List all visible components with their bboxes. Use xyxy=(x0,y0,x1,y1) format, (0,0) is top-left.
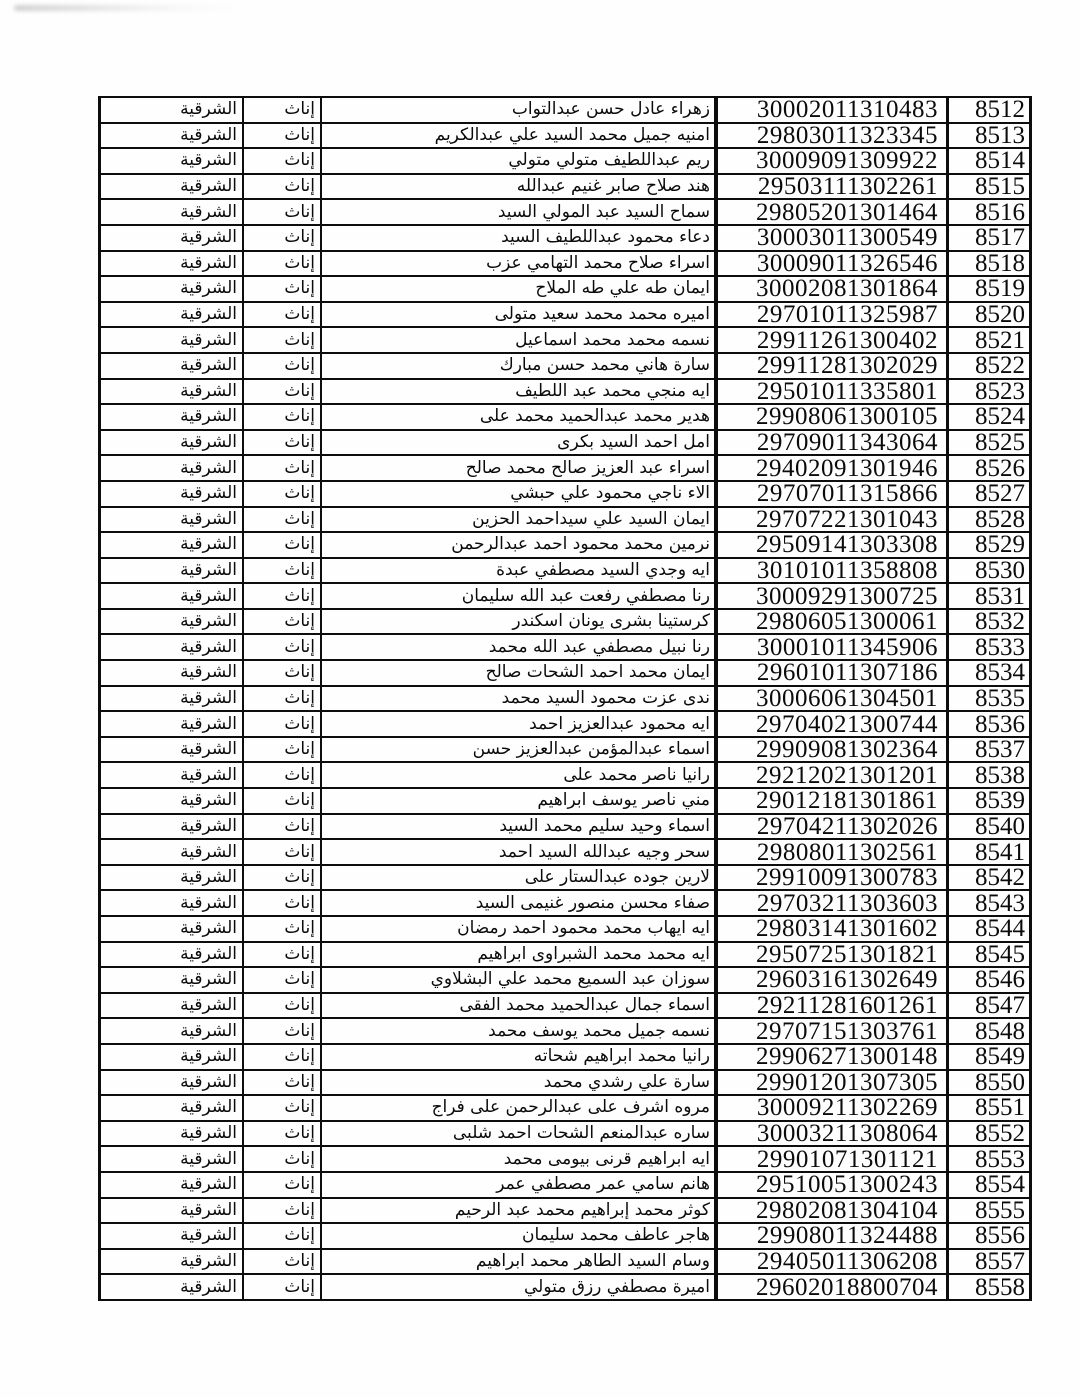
governorate-cell: الشرقية xyxy=(100,558,244,584)
serial-cell: 8550 xyxy=(948,1070,1031,1096)
gender-cell: إناث xyxy=(243,404,321,430)
serial-cell: 8547 xyxy=(948,993,1031,1019)
serial-cell: 8518 xyxy=(948,251,1031,277)
national-id-cell: 29704211302026 xyxy=(716,814,948,840)
national-id-cell: 29803141301602 xyxy=(716,916,948,942)
table-row xyxy=(100,583,1031,609)
table-row xyxy=(100,1223,1031,1249)
serial-cell: 8546 xyxy=(948,967,1031,993)
scan-artifact-smudge xyxy=(14,5,244,11)
table-row xyxy=(100,1249,1031,1275)
serial-cell: 8522 xyxy=(948,353,1031,379)
table-row xyxy=(100,532,1031,558)
gender-cell: إناث xyxy=(243,711,321,737)
national-id-cell: 29501011335801 xyxy=(716,379,948,405)
governorate-cell: الشرقية xyxy=(100,967,244,993)
name-cell: ايه وجدي السيد مصطفي عبدة xyxy=(321,558,716,584)
gender-cell: إناث xyxy=(243,634,321,660)
table-row xyxy=(100,174,1031,200)
governorate-cell: الشرقية xyxy=(100,379,244,405)
governorate-cell: الشرقية xyxy=(100,251,244,277)
national-id-cell: 30002011310483 xyxy=(716,97,948,123)
governorate-cell: الشرقية xyxy=(100,1044,244,1070)
gender-cell: إناث xyxy=(243,174,321,200)
national-id-cell: 29908061300105 xyxy=(716,404,948,430)
name-cell: اسراء عبد العزيز صالح محمد صالح xyxy=(321,455,716,481)
name-cell: دعاء محمود عبداللطيف السيد xyxy=(321,225,716,251)
gender-cell: إناث xyxy=(243,1121,321,1147)
national-id-cell: 29707221301043 xyxy=(716,507,948,533)
serial-cell: 8556 xyxy=(948,1223,1031,1249)
national-id-cell: 29603161302649 xyxy=(716,967,948,993)
national-id-cell: 29805201301464 xyxy=(716,199,948,225)
name-cell: زهراء عادل حسن عبدالتواب xyxy=(321,97,716,123)
governorate-cell: الشرقية xyxy=(100,865,244,891)
name-cell: ايه محمد محمد الشبراوى ابراهيم xyxy=(321,942,716,968)
serial-cell: 8513 xyxy=(948,123,1031,149)
name-cell: سارة هاني محمد حسن مبارك xyxy=(321,353,716,379)
national-id-cell: 29701011325987 xyxy=(716,302,948,328)
governorate-cell: الشرقية xyxy=(100,737,244,763)
serial-cell: 8528 xyxy=(948,507,1031,533)
name-cell: سوزان عبد السميع محمد علي البشلاوي xyxy=(321,967,716,993)
table-row xyxy=(100,839,1031,865)
table-row xyxy=(100,660,1031,686)
name-cell: ايه منجي محمد عبد اللطيف xyxy=(321,379,716,405)
serial-cell: 8549 xyxy=(948,1044,1031,1070)
governorate-cell: الشرقية xyxy=(100,532,244,558)
governorate-cell: الشرقية xyxy=(100,430,244,456)
table-row xyxy=(100,609,1031,635)
governorate-cell: الشرقية xyxy=(100,1146,244,1172)
serial-cell: 8541 xyxy=(948,839,1031,865)
table-row xyxy=(100,916,1031,942)
gender-cell: إناث xyxy=(243,1198,321,1224)
serial-cell: 8554 xyxy=(948,1172,1031,1198)
governorate-cell: الشرقية xyxy=(100,1095,244,1121)
table-row xyxy=(100,1146,1031,1172)
gender-cell: إناث xyxy=(243,199,321,225)
name-cell: ايمان طه علي طه الملاح xyxy=(321,276,716,302)
national-id-cell: 29503111302261 xyxy=(716,174,948,200)
name-cell: اسماء وحيد سليم محمد السيد xyxy=(321,814,716,840)
national-id-cell: 29211281601261 xyxy=(716,993,948,1019)
gender-cell: إناث xyxy=(243,353,321,379)
table-row xyxy=(100,353,1031,379)
serial-cell: 8512 xyxy=(948,97,1031,123)
name-cell: لارين جوده عبدالستار على xyxy=(321,865,716,891)
governorate-cell: الشرقية xyxy=(100,1249,244,1275)
table-row xyxy=(100,225,1031,251)
governorate-cell: الشرقية xyxy=(100,788,244,814)
national-id-cell: 30009011326546 xyxy=(716,251,948,277)
governorate-cell: الشرقية xyxy=(100,225,244,251)
governorate-cell: الشرقية xyxy=(100,686,244,712)
gender-cell: إناث xyxy=(243,762,321,788)
serial-cell: 8519 xyxy=(948,276,1031,302)
name-cell: ندى عزت محمود السيد محمد xyxy=(321,686,716,712)
national-id-cell: 29707151303761 xyxy=(716,1018,948,1044)
name-cell: ايه محمود عبدالعزيز احمد xyxy=(321,711,716,737)
governorate-cell: الشرقية xyxy=(100,455,244,481)
table-row xyxy=(100,276,1031,302)
governorate-cell: الشرقية xyxy=(100,148,244,174)
serial-cell: 8535 xyxy=(948,686,1031,712)
serial-cell: 8545 xyxy=(948,942,1031,968)
name-cell: نرمين محمد محمود احمد عبدالرحمن xyxy=(321,532,716,558)
gender-cell: إناث xyxy=(243,1274,321,1300)
roster-table-body xyxy=(100,97,1031,1300)
name-cell: نسمه جميل محمد يوسف محمد xyxy=(321,1018,716,1044)
governorate-cell: الشرقية xyxy=(100,1223,244,1249)
gender-cell: إناث xyxy=(243,302,321,328)
name-cell: اميره محمد محمد سعيد متولى xyxy=(321,302,716,328)
serial-cell: 8516 xyxy=(948,199,1031,225)
name-cell: ساره عبدالمنعم الشحات احمد شلبى xyxy=(321,1121,716,1147)
national-id-cell: 29212021301201 xyxy=(716,762,948,788)
table-row xyxy=(100,404,1031,430)
table-row xyxy=(100,1070,1031,1096)
national-id-cell: 29909081302364 xyxy=(716,737,948,763)
table-row xyxy=(100,327,1031,353)
table-row xyxy=(100,711,1031,737)
name-cell: اسماء عبدالمؤمن عبدالعزيز حسن xyxy=(321,737,716,763)
national-id-cell: 30003011300549 xyxy=(716,225,948,251)
gender-cell: إناث xyxy=(243,532,321,558)
table-row xyxy=(100,788,1031,814)
governorate-cell: الشرقية xyxy=(100,1018,244,1044)
serial-cell: 8544 xyxy=(948,916,1031,942)
name-cell: هانم سامي عمر مصطفي عمر xyxy=(321,1172,716,1198)
national-id-cell: 29510051300243 xyxy=(716,1172,948,1198)
serial-cell: 8524 xyxy=(948,404,1031,430)
gender-cell: إناث xyxy=(243,916,321,942)
national-id-cell: 30009091309922 xyxy=(716,148,948,174)
gender-cell: إناث xyxy=(243,583,321,609)
governorate-cell: الشرقية xyxy=(100,1172,244,1198)
name-cell: رنا نبيل مصطفي عبد الله محمد xyxy=(321,634,716,660)
governorate-cell: الشرقية xyxy=(100,481,244,507)
national-id-cell: 30009291300725 xyxy=(716,583,948,609)
name-cell: مني ناصر يوسف ابراهيم xyxy=(321,788,716,814)
gender-cell: إناث xyxy=(243,993,321,1019)
table-row xyxy=(100,814,1031,840)
serial-cell: 8527 xyxy=(948,481,1031,507)
governorate-cell: الشرقية xyxy=(100,276,244,302)
name-cell: ايه ابراهيم قرنى بيومى محمد xyxy=(321,1146,716,1172)
name-cell: سارة علي رشدي محمد xyxy=(321,1070,716,1096)
table-row xyxy=(100,430,1031,456)
name-cell: هند صلاح صابر غنيم عبدالله xyxy=(321,174,716,200)
table-row xyxy=(100,148,1031,174)
serial-cell: 8533 xyxy=(948,634,1031,660)
serial-cell: 8542 xyxy=(948,865,1031,891)
table-row xyxy=(100,1095,1031,1121)
national-id-cell: 29802081304104 xyxy=(716,1198,948,1224)
name-cell: امل احمد السيد بكرى xyxy=(321,430,716,456)
table-row xyxy=(100,1121,1031,1147)
national-id-cell: 29601011307186 xyxy=(716,660,948,686)
name-cell: امنيه جميل محمد السيد علي عبدالكريم xyxy=(321,123,716,149)
gender-cell: إناث xyxy=(243,942,321,968)
name-cell: اسراء صلاح محمد التهامي عزب xyxy=(321,251,716,277)
gender-cell: إناث xyxy=(243,481,321,507)
gender-cell: إناث xyxy=(243,1172,321,1198)
name-cell: كوثر محمد إبراهيم محمد عبد الرحيم xyxy=(321,1198,716,1224)
gender-cell: إناث xyxy=(243,225,321,251)
national-id-cell: 29908011324488 xyxy=(716,1223,948,1249)
serial-cell: 8530 xyxy=(948,558,1031,584)
governorate-cell: الشرقية xyxy=(100,97,244,123)
serial-cell: 8552 xyxy=(948,1121,1031,1147)
table-row xyxy=(100,1198,1031,1224)
governorate-cell: الشرقية xyxy=(100,942,244,968)
gender-cell: إناث xyxy=(243,1018,321,1044)
serial-cell: 8526 xyxy=(948,455,1031,481)
gender-cell: إناث xyxy=(243,814,321,840)
national-id-cell: 29509141303308 xyxy=(716,532,948,558)
national-id-cell: 29602018800704 xyxy=(716,1274,948,1300)
name-cell: مروه اشرف على عبدالرحمن على فراج xyxy=(321,1095,716,1121)
serial-cell: 8532 xyxy=(948,609,1031,635)
national-id-cell: 29405011306208 xyxy=(716,1249,948,1275)
table-row xyxy=(100,1044,1031,1070)
serial-cell: 8534 xyxy=(948,660,1031,686)
governorate-cell: الشرقية xyxy=(100,174,244,200)
name-cell: ريم عبداللطيف متولي متولي xyxy=(321,148,716,174)
serial-cell: 8548 xyxy=(948,1018,1031,1044)
national-id-cell: 29901201307305 xyxy=(716,1070,948,1096)
serial-cell: 8525 xyxy=(948,430,1031,456)
table-row xyxy=(100,890,1031,916)
table-row xyxy=(100,865,1031,891)
table-row xyxy=(100,455,1031,481)
national-id-cell: 29906271300148 xyxy=(716,1044,948,1070)
national-id-cell: 29808011302561 xyxy=(716,839,948,865)
governorate-cell: الشرقية xyxy=(100,762,244,788)
national-id-cell: 30003211308064 xyxy=(716,1121,948,1147)
gender-cell: إناث xyxy=(243,379,321,405)
national-id-cell: 30006061304501 xyxy=(716,686,948,712)
table-row xyxy=(100,686,1031,712)
name-cell: نسمه محمد محمد اسماعيل xyxy=(321,327,716,353)
governorate-cell: الشرقية xyxy=(100,1070,244,1096)
national-id-cell: 29012181301861 xyxy=(716,788,948,814)
name-cell: كرستينا بشرى يونان اسكندر xyxy=(321,609,716,635)
serial-cell: 8515 xyxy=(948,174,1031,200)
serial-cell: 8557 xyxy=(948,1249,1031,1275)
serial-cell: 8531 xyxy=(948,583,1031,609)
national-id-cell: 29911281302029 xyxy=(716,353,948,379)
gender-cell: إناث xyxy=(243,430,321,456)
national-id-cell: 30002081301864 xyxy=(716,276,948,302)
name-cell: ايه ايهاب محمد محمود احمد رمضان xyxy=(321,916,716,942)
governorate-cell: الشرقية xyxy=(100,123,244,149)
governorate-cell: الشرقية xyxy=(100,507,244,533)
table-row xyxy=(100,967,1031,993)
gender-cell: إناث xyxy=(243,276,321,302)
national-id-cell: 29803011323345 xyxy=(716,123,948,149)
roster-table xyxy=(98,96,1032,1301)
table-row xyxy=(100,302,1031,328)
governorate-cell: الشرقية xyxy=(100,1121,244,1147)
name-cell: سحر وجيه عبدالله السيد احمد xyxy=(321,839,716,865)
serial-cell: 8536 xyxy=(948,711,1031,737)
name-cell: رانيا ناصر محمد على xyxy=(321,762,716,788)
governorate-cell: الشرقية xyxy=(100,404,244,430)
gender-cell: إناث xyxy=(243,1095,321,1121)
gender-cell: إناث xyxy=(243,455,321,481)
gender-cell: إناث xyxy=(243,839,321,865)
serial-cell: 8520 xyxy=(948,302,1031,328)
governorate-cell: الشرقية xyxy=(100,609,244,635)
gender-cell: إناث xyxy=(243,1146,321,1172)
table-row xyxy=(100,737,1031,763)
serial-cell: 8537 xyxy=(948,737,1031,763)
gender-cell: إناث xyxy=(243,890,321,916)
table-row xyxy=(100,251,1031,277)
gender-cell: إناث xyxy=(243,737,321,763)
governorate-cell: الشرقية xyxy=(100,353,244,379)
governorate-cell: الشرقية xyxy=(100,839,244,865)
serial-cell: 8540 xyxy=(948,814,1031,840)
gender-cell: إناث xyxy=(243,148,321,174)
serial-cell: 8529 xyxy=(948,532,1031,558)
name-cell: ايمان محمد احمد الشحات صالح xyxy=(321,660,716,686)
name-cell: رانيا محمد ابراهيم شحاته xyxy=(321,1044,716,1070)
gender-cell: إناث xyxy=(243,1223,321,1249)
governorate-cell: الشرقية xyxy=(100,916,244,942)
national-id-cell: 30101011358808 xyxy=(716,558,948,584)
governorate-cell: الشرقية xyxy=(100,302,244,328)
gender-cell: إناث xyxy=(243,97,321,123)
table-row xyxy=(100,123,1031,149)
gender-cell: إناث xyxy=(243,558,321,584)
national-id-cell: 29707011315866 xyxy=(716,481,948,507)
gender-cell: إناث xyxy=(243,609,321,635)
governorate-cell: الشرقية xyxy=(100,993,244,1019)
gender-cell: إناث xyxy=(243,327,321,353)
table-row xyxy=(100,762,1031,788)
table-row xyxy=(100,1172,1031,1198)
gender-cell: إناث xyxy=(243,686,321,712)
name-cell: ايمان السيد علي سيداحمد الحزين xyxy=(321,507,716,533)
national-id-cell: 29806051300061 xyxy=(716,609,948,635)
national-id-cell: 29402091301946 xyxy=(716,455,948,481)
serial-cell: 8539 xyxy=(948,788,1031,814)
national-id-cell: 29704021300744 xyxy=(716,711,948,737)
national-id-cell: 29709011343064 xyxy=(716,430,948,456)
table-row xyxy=(100,97,1031,123)
gender-cell: إناث xyxy=(243,660,321,686)
name-cell: صفاء محسن منصور غنيمى السيد xyxy=(321,890,716,916)
name-cell: هاجر عاطف محمد سليمان xyxy=(321,1223,716,1249)
gender-cell: إناث xyxy=(243,1070,321,1096)
national-id-cell: 29911261300402 xyxy=(716,327,948,353)
name-cell: سماح السيد عبد المولي السيد xyxy=(321,199,716,225)
governorate-cell: الشرقية xyxy=(100,660,244,686)
serial-cell: 8543 xyxy=(948,890,1031,916)
governorate-cell: الشرقية xyxy=(100,199,244,225)
table-row xyxy=(100,1018,1031,1044)
national-id-cell: 29703211303603 xyxy=(716,890,948,916)
name-cell: وسام السيد الطاهر محمد ابراهيم xyxy=(321,1249,716,1275)
table-row xyxy=(100,634,1031,660)
serial-cell: 8538 xyxy=(948,762,1031,788)
national-id-cell: 29507251301821 xyxy=(716,942,948,968)
national-id-cell: 29910091300783 xyxy=(716,865,948,891)
serial-cell: 8521 xyxy=(948,327,1031,353)
national-id-cell: 30001011345906 xyxy=(716,634,948,660)
serial-cell: 8551 xyxy=(948,1095,1031,1121)
gender-cell: إناث xyxy=(243,123,321,149)
serial-cell: 8514 xyxy=(948,148,1031,174)
gender-cell: إناث xyxy=(243,251,321,277)
national-id-cell: 29901071301121 xyxy=(716,1146,948,1172)
national-id-cell: 30009211302269 xyxy=(716,1095,948,1121)
governorate-cell: الشرقية xyxy=(100,583,244,609)
serial-cell: 8555 xyxy=(948,1198,1031,1224)
serial-cell: 8558 xyxy=(948,1274,1031,1300)
name-cell: اميرة مصطفي رزق متولي xyxy=(321,1274,716,1300)
table-row xyxy=(100,993,1031,1019)
table-row xyxy=(100,199,1031,225)
name-cell: هدير محمد عبدالحميد محمد على xyxy=(321,404,716,430)
table-row xyxy=(100,481,1031,507)
gender-cell: إناث xyxy=(243,788,321,814)
name-cell: اسماء جمال عبدالحميد محمد الفقى xyxy=(321,993,716,1019)
gender-cell: إناث xyxy=(243,1249,321,1275)
governorate-cell: الشرقية xyxy=(100,327,244,353)
table-row xyxy=(100,558,1031,584)
table-row xyxy=(100,1274,1031,1300)
serial-cell: 8553 xyxy=(948,1146,1031,1172)
gender-cell: إناث xyxy=(243,967,321,993)
serial-cell: 8523 xyxy=(948,379,1031,405)
name-cell: رنا مصطفي رفعت عبد الله سليمان xyxy=(321,583,716,609)
gender-cell: إناث xyxy=(243,507,321,533)
governorate-cell: الشرقية xyxy=(100,634,244,660)
governorate-cell: الشرقية xyxy=(100,890,244,916)
serial-cell: 8517 xyxy=(948,225,1031,251)
name-cell: الاء ناجي محمود علي حبشي xyxy=(321,481,716,507)
governorate-cell: الشرقية xyxy=(100,711,244,737)
table-row xyxy=(100,379,1031,405)
table-row xyxy=(100,942,1031,968)
governorate-cell: الشرقية xyxy=(100,1274,244,1300)
table-row xyxy=(100,507,1031,533)
gender-cell: إناث xyxy=(243,865,321,891)
gender-cell: إناث xyxy=(243,1044,321,1070)
governorate-cell: الشرقية xyxy=(100,814,244,840)
governorate-cell: الشرقية xyxy=(100,1198,244,1224)
